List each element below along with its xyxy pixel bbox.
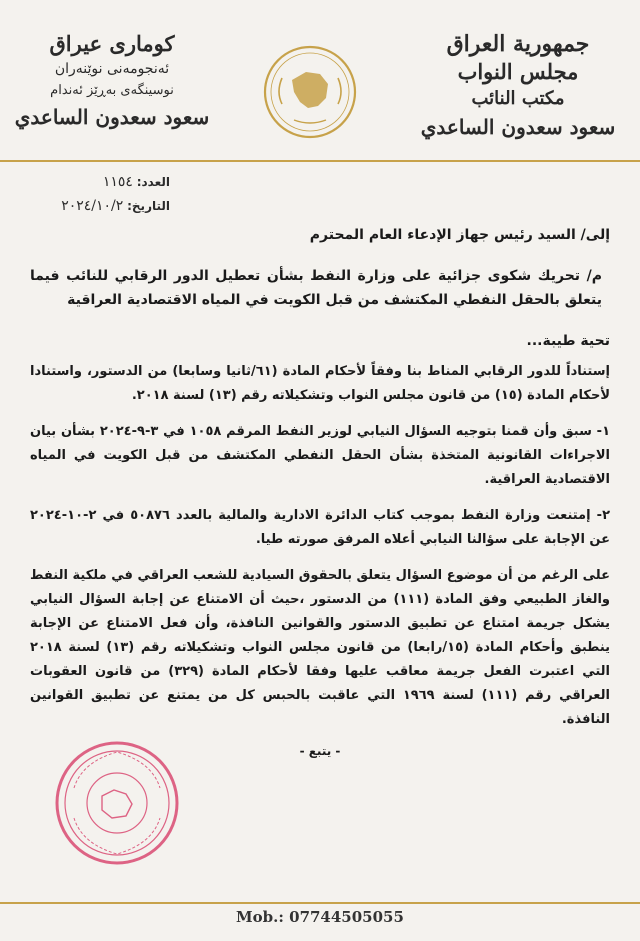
letterhead-kurdish [12, 30, 212, 132]
reference-date [20, 194, 170, 218]
reference-date-value: ٢٠٢٤/١٠/٢ [61, 198, 124, 214]
letter-body [30, 222, 610, 758]
reference-number [20, 170, 170, 194]
paragraph-legal-basis: إستناداً للدور الرقابي المناط بنا وفقاً لأحكام المادة (٦١/ثانيا وسابعا) من الدستور، واستنادا لأحكام المادة (١٥) من قانون مجلس النواب وتشكيلاته رقم (١٣) لسنة ٢٠١٨. [30, 364, 610, 403]
reference-date-label: التاريخ: [127, 199, 170, 213]
reference-number-value: ١١٥٤ [102, 174, 133, 190]
footer-mobile: Mob.: 07744505055 [236, 908, 404, 926]
addressee: إلى/ السيد رئيس جهاز الإدعاء العام المحترم [309, 227, 610, 243]
letterhead-kurdish-parliament: ئه‌نجومه‌نی نوێنه‌ران [54, 61, 170, 77]
letterhead-member-name: سعود سعدون الساعدي [420, 115, 616, 139]
continued-marker: - يتبع - [299, 744, 341, 758]
iraq-parliament-emblem-icon [262, 44, 358, 140]
letterhead-kurdish-republic: كوماری عیراق [49, 31, 175, 56]
subject: م/ تحريك شكوى جزائية على وزارة النفط بشأن تعطيل الدور الرقابي للنائب فيما يتعلق بالحقل النفطي المكتشف من قبل الكويت في المياه الاقتصادية العراقية [30, 268, 602, 308]
reference-block [20, 170, 170, 218]
paragraph-point-1: ١- سبق وأن قمنا بتوجيه السؤال النيابي لوزير النفط المرقم ١٠٥٨ في ٣-٩-٢٠٢٤ بشأن بيان الاجراءات القانونية المتخذة بشأن الحقل النفطي المكتشف من قبل الكويت في المياه الاقتصادية العراقية. [30, 424, 610, 487]
letterhead-kurdish-office: نوسینگه‌ی به‌ڕێز ئه‌ندام [50, 83, 174, 98]
letterhead-office: مكتب النائب [471, 88, 565, 109]
greeting: تحية طيبة... [526, 333, 610, 349]
letterhead-republic: جمهورية العراق [446, 31, 590, 57]
official-stamp-icon [52, 738, 182, 868]
letterhead-kurdish-member-name: سعود سعدون الساعدي [14, 105, 210, 129]
header-divider [0, 160, 640, 162]
paragraph-argument: على الرغم من أن موضوع السؤال يتعلق بالحقوق السيادية للشعب العراقي في ملكية النفط والغاز الطبيعي وفق المادة (١١١) من الدستور ،حيث أن الامتناع عن إجابة السؤال النيابي يشكل جريمة امتناع عن تطبيق الدستور والقوانين النافذة، وأن فعل الامتناع عن الإجابة ينطبق وأحكام المادة (١٥/رابعا) من قانون مجلس النواب وتشكيلاته رقم (١٣) لسنة ٢٠١٨ التي اعتبرت الفعل جريمة معاقب عليها وفقا لأحكام المادة (٣٢٩) من قانون العقوبات العراقي رقم (١١١) لسنة ١٩٦٩ التي عاقبت بالحبس كل من يمتنع عن تطبيق القوانين النافذة. [30, 568, 611, 727]
letterhead-parliament: مجلس النواب [457, 59, 579, 84]
letterhead-arabic [418, 30, 618, 142]
reference-number-label: العدد: [136, 175, 170, 189]
paragraph-point-2: ٢- إمتنعت وزارة النفط بموجب كتاب الدائرة الادارية والمالية بالعدد ٥٠٨٧٦ في ٢-١٠-٢٠٢٤ عن الإجابة على سؤالنا النيابي أعلاه المرفق صورته طيا. [30, 508, 610, 547]
